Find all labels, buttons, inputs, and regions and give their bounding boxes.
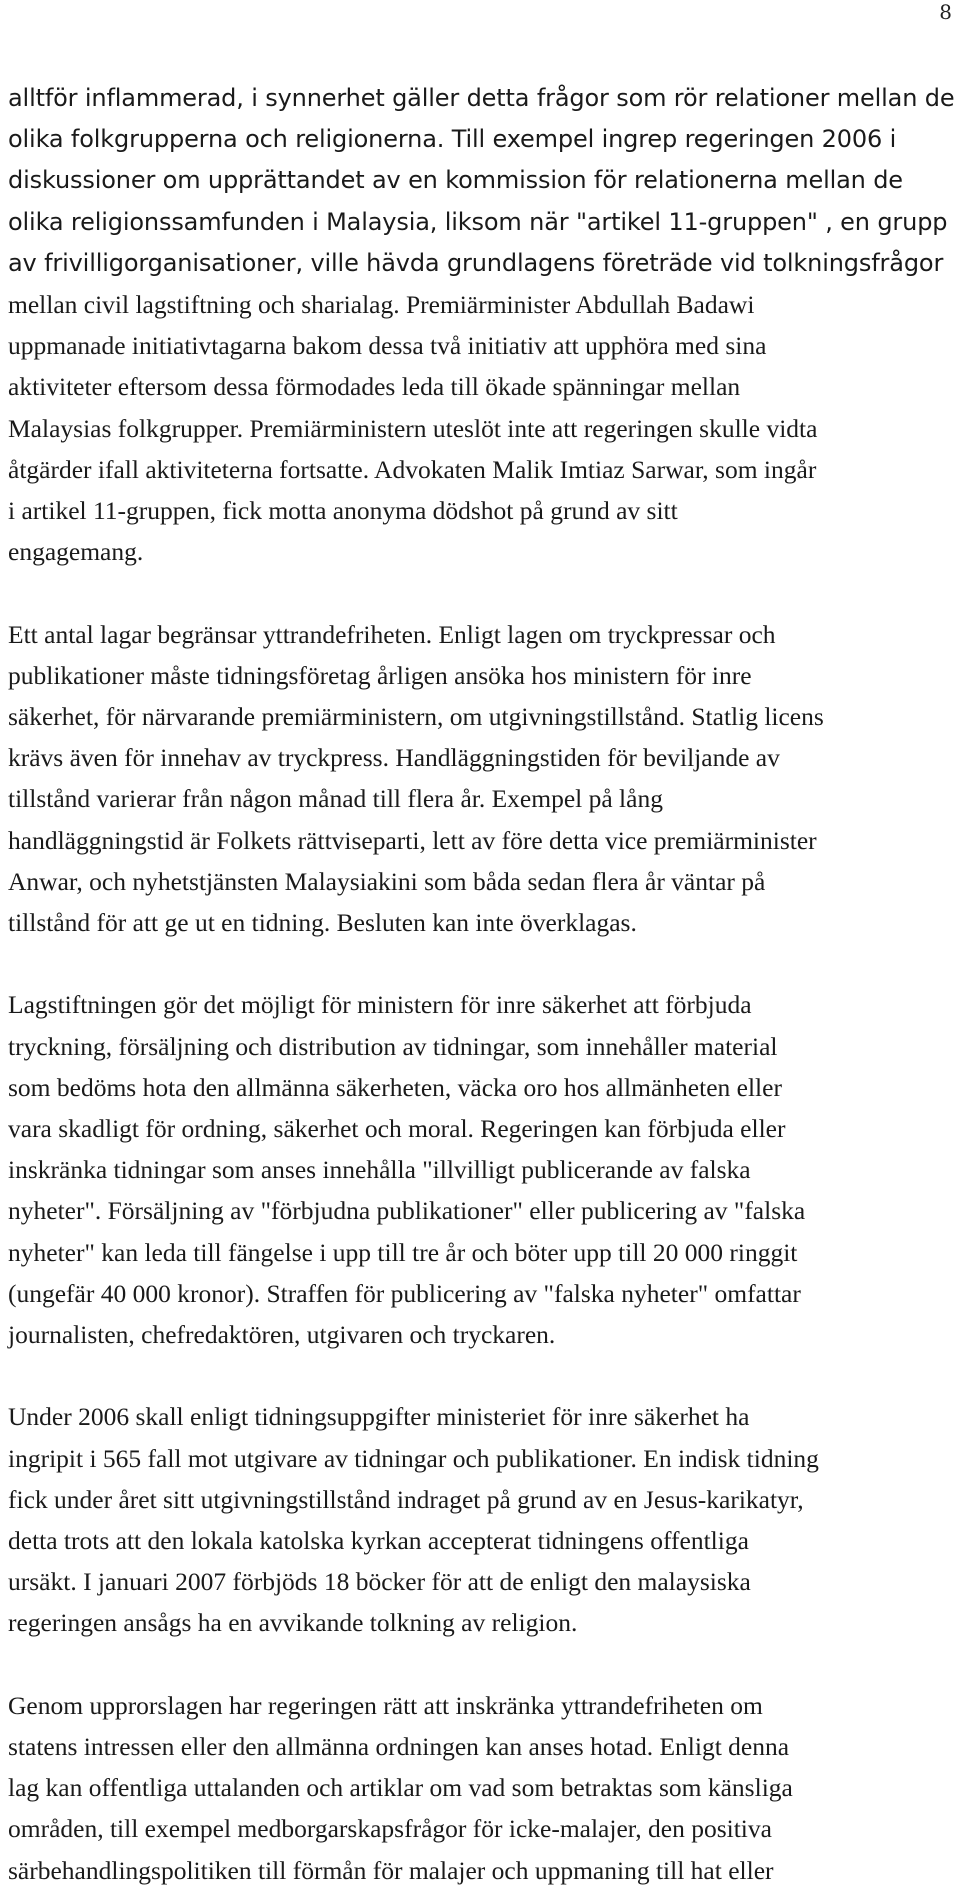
text-line: tryckning, försäljning och distribution av tidningar, som innehåller material: [8, 1031, 778, 1061]
page-number: 8: [939, 0, 952, 24]
text-line: publikationer måste tidningsföretag årligen ansöka hos ministern för inre: [8, 660, 752, 690]
body-text: [8, 78, 955, 1891]
text-line: krävs även för innehav av tryckpress. Handläggningstiden för beviljande av: [8, 743, 780, 773]
paragraph: [8, 1685, 948, 1891]
paragraph: [8, 78, 955, 572]
text-line: lag kan offentliga uttalanden och artiklar om vad som betraktas som känsliga: [8, 1773, 793, 1803]
paragraph-gap: [8, 1644, 948, 1685]
text-line: nyheter". Försäljning av "förbjudna publikationer" eller publicering av "falska: [8, 1196, 806, 1226]
text-line: olika folkgrupperna och religionerna. Till exempel ingrep regeringen 2006 i: [8, 125, 897, 154]
paragraph: [8, 1396, 948, 1643]
text-line: Under 2006 skall enligt tidningsuppgifter ministeriet för inre säkerhet ha: [8, 1402, 750, 1432]
text-line: journalisten, chefredaktören, utgivaren och tryckaren.: [8, 1320, 556, 1350]
text-line: alltför inflammerad, i synnerhet gäller detta frågor som rör relationer mellan de: [8, 84, 955, 112]
text-line: engagemang.: [8, 537, 144, 567]
text-line: inskränka tidningar som anses innehålla "illvilligt publicerande av falska: [8, 1155, 751, 1185]
text-line: handläggningstid är Folkets rättviseparti, lett av före detta vice premiärminister: [8, 825, 817, 855]
text-line: uppmanade initiativtagarna bakom dessa två initiativ att upphöra med sina: [8, 331, 767, 361]
text-line: Ett antal lagar begränsar yttrandefriheten. Enligt lagen om tryckpressar och: [8, 619, 776, 649]
text-line: Malaysias folkgrupper. Premiärministern uteslöt inte att regeringen skulle vidta: [8, 413, 818, 443]
text-line: olika religionssamfunden i Malaysia, liksom när "artikel 11-gruppen" , en grupp: [8, 207, 948, 236]
text-line: diskussioner om upprättandet av en kommission för relationerna mellan de: [8, 166, 903, 195]
paragraph: [8, 984, 948, 1355]
text-line: aktiviteter eftersom dessa förmodades leda till ökade spänningar mellan: [8, 372, 741, 402]
text-line: Lagstiftningen gör det möjligt för ministern för inre säkerhet att förbjuda: [8, 990, 752, 1020]
paragraph-gap: [8, 572, 948, 613]
text-line: vara skadligt för ordning, säkerhet och moral. Regeringen kan förbjuda eller: [8, 1114, 786, 1144]
text-line: säkerhet, för närvarande premiärministern, om utgivningstillstånd. Statlig licens: [8, 702, 824, 732]
text-line: regeringen ansågs ha en avvikande tolkning av religion.: [8, 1608, 578, 1638]
paragraph-gap: [8, 1355, 948, 1396]
text-line: tillstånd för att ge ut en tidning. Besluten kan inte överklagas.: [8, 908, 637, 938]
text-line: som bedöms hota den allmänna säkerheten, väcka oro hos allmänheten eller: [8, 1072, 782, 1102]
text-line: i artikel 11-gruppen, fick motta anonyma dödshot på grund av sitt: [8, 496, 678, 526]
text-line: ursäkt. I januari 2007 förbjöds 18 böcker för att de enligt den malaysiska: [8, 1567, 751, 1597]
text-line: ingripit i 565 fall mot utgivare av tidningar och publikationer. En indisk tidning: [8, 1443, 819, 1473]
text-line: Anwar, och nyhetstjänsten Malaysiakini som båda sedan flera år väntar på: [8, 866, 766, 896]
text-line: av frivilligorganisationer, ville hävda grundlagens företräde vid tolkningsfrågor: [8, 248, 944, 277]
text-line: Genom upprorslagen har regeringen rätt att inskränka yttrandefriheten om: [8, 1690, 763, 1720]
text-line: statens intressen eller den allmänna ordningen kan anses hotad. Enligt denna: [8, 1732, 790, 1762]
text-line: nyheter" kan leda till fängelse i upp till tre år och böter upp till 20 000 ringgit: [8, 1237, 798, 1267]
text-line: detta trots att den lokala katolska kyrkan accepterat tidningens offentliga: [8, 1526, 749, 1556]
text-line: åtgärder ifall aktiviteterna fortsatte. Advokaten Malik Imtiaz Sarwar, som ingår: [8, 454, 817, 484]
text-line: områden, till exempel medborgarskapsfrågor för icke-malajer, den positiva: [8, 1814, 772, 1844]
text-line: mellan civil lagstiftning och sharialag. Premiärminister Abdullah Badawi: [8, 290, 755, 320]
text-line: (ungefär 40 000 kronor). Straffen för publicering av "falska nyheter" omfattar: [8, 1278, 801, 1308]
text-line: fick under året sitt utgivningstillstånd indraget på grund av en Jesus-karikatyr,: [8, 1484, 804, 1514]
paragraph: [8, 614, 948, 944]
text-line: tillstånd varierar från någon månad till flera år. Exempel på lång: [8, 784, 663, 814]
text-line: särbehandlingspolitiken till förmån för malajer och uppmaning till hat eller: [8, 1855, 774, 1885]
paragraph-gap: [8, 943, 948, 984]
